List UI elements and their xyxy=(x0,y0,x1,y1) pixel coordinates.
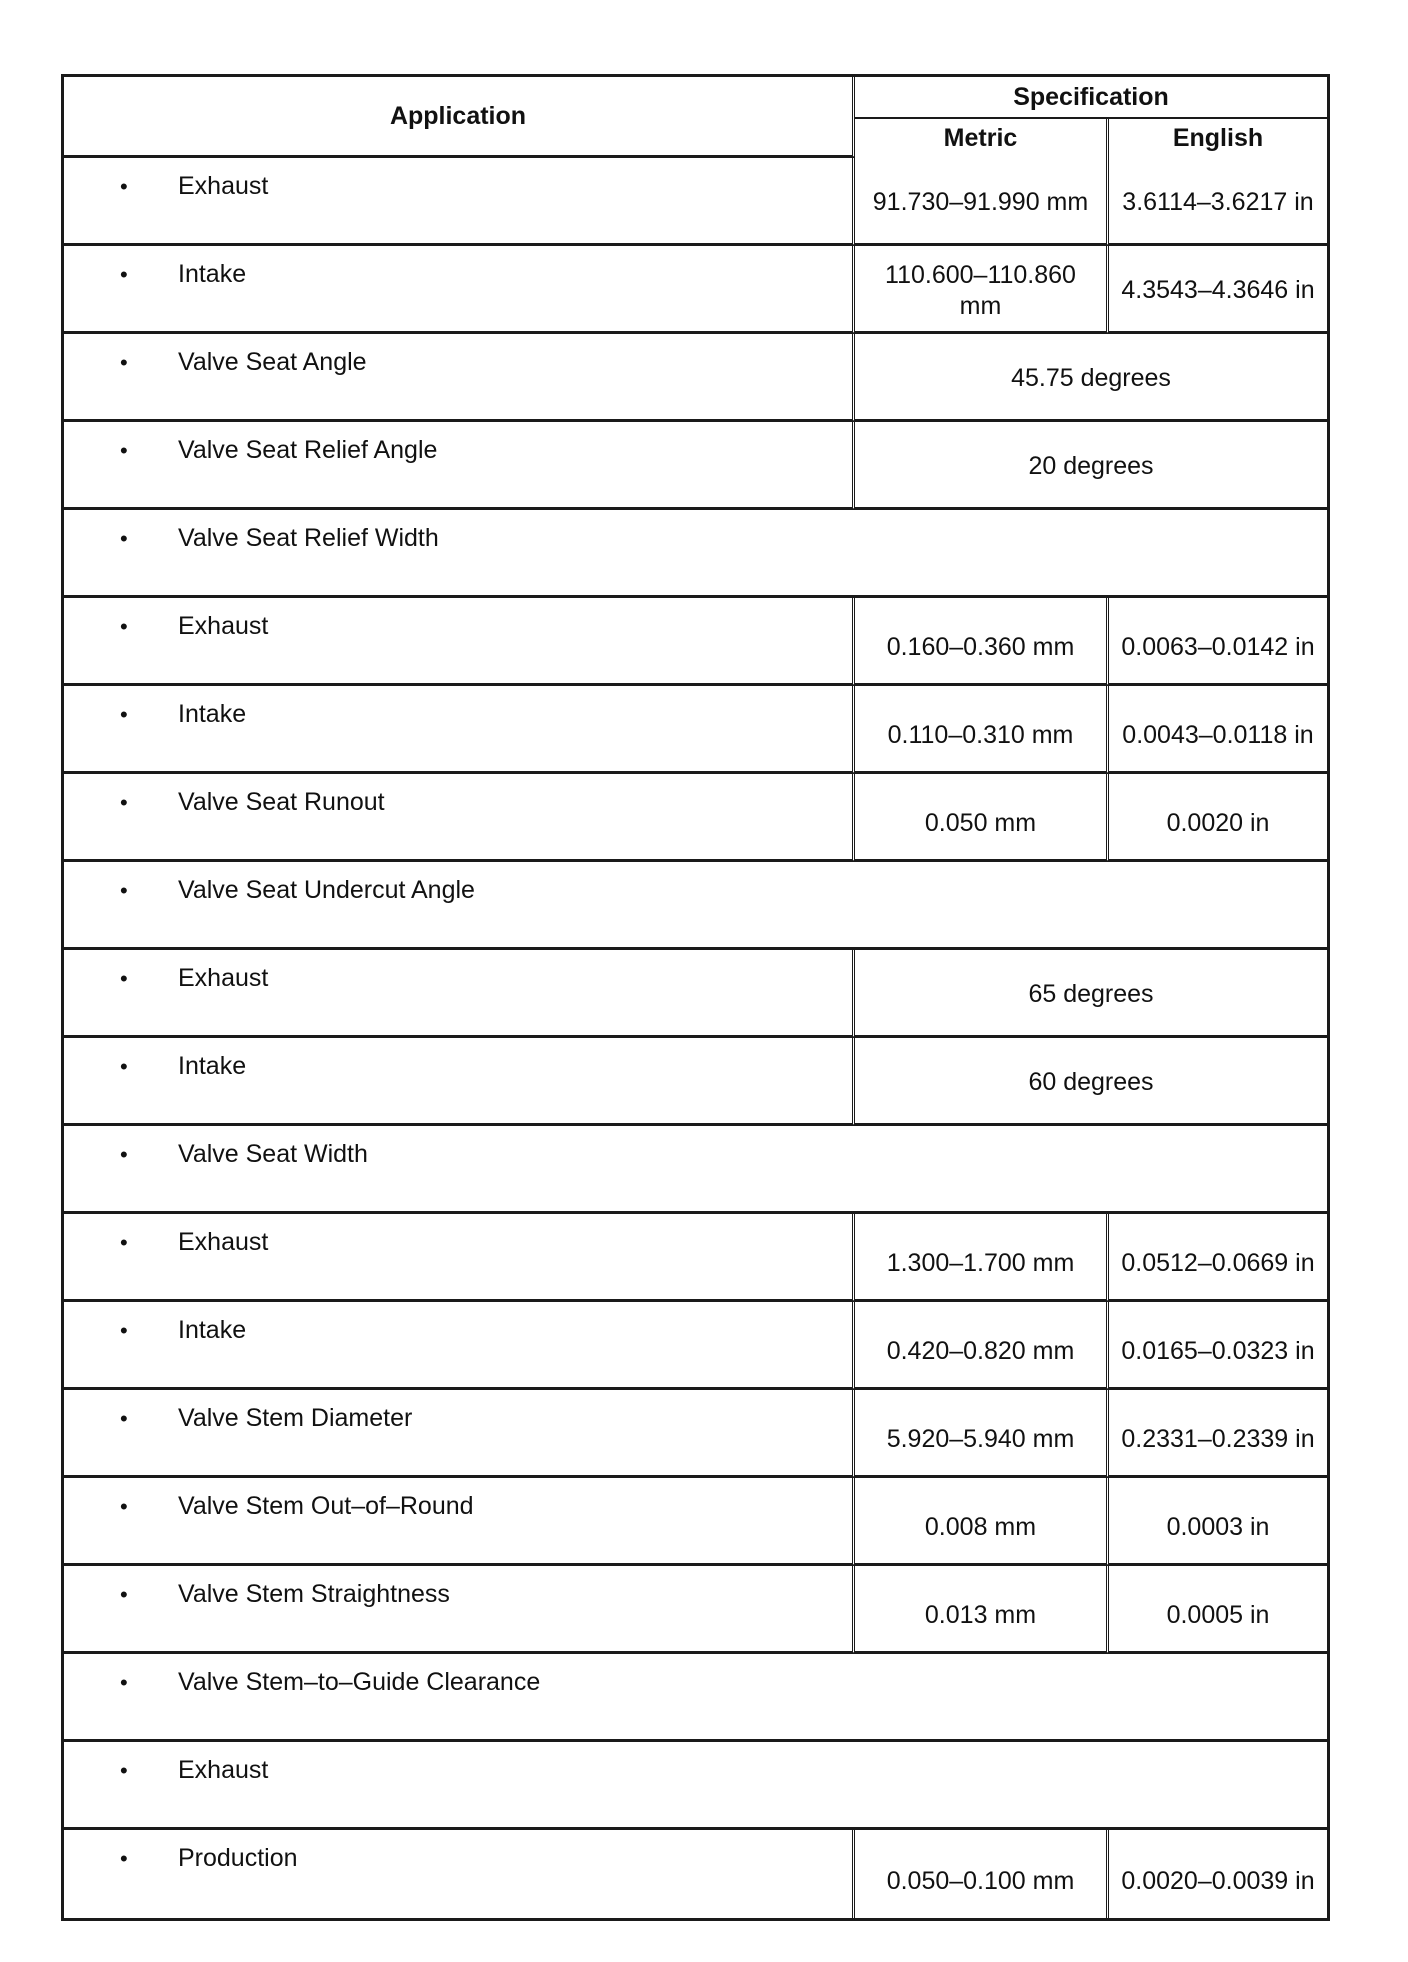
bullet-icon: • xyxy=(120,262,128,287)
application-label: Intake xyxy=(178,700,247,728)
table-row xyxy=(64,246,1327,334)
metric-value: 0.050 mm xyxy=(855,774,1109,862)
metric-value: 0.110–0.310 mm xyxy=(855,686,1109,774)
table-row xyxy=(64,598,1327,686)
metric-value: 110.600–110.860 mm xyxy=(855,246,1109,334)
section-cell xyxy=(64,1126,1327,1214)
bullet-icon: • xyxy=(120,878,128,903)
specification-table xyxy=(61,74,1330,1921)
application-label: Exhaust xyxy=(178,964,269,992)
bullet-icon: • xyxy=(120,1494,128,1519)
metric-value: 0.013 mm xyxy=(855,1566,1109,1654)
metric-value: 5.920–5.940 mm xyxy=(855,1390,1109,1478)
table-row xyxy=(64,686,1327,774)
section-cell xyxy=(64,510,1327,598)
application-label: Valve Stem Diameter xyxy=(178,1404,413,1432)
application-label: Production xyxy=(178,1844,298,1872)
application-label: Intake xyxy=(178,1316,247,1344)
section-cell xyxy=(64,1654,1327,1742)
table-row xyxy=(64,1566,1327,1654)
table-row xyxy=(64,1654,1327,1742)
english-value: 0.2331–0.2339 in xyxy=(1109,1390,1327,1478)
application-cell xyxy=(64,334,855,422)
application-cell xyxy=(64,1566,855,1654)
combined-value: 65 degrees xyxy=(855,950,1327,1038)
metric-value: 0.160–0.360 mm xyxy=(855,598,1109,686)
table-row xyxy=(64,862,1327,950)
bullet-icon: • xyxy=(120,1758,128,1783)
application-cell xyxy=(64,422,855,510)
english-value: 0.0020–0.0039 in xyxy=(1121,1866,1315,1895)
metric-value: 0.420–0.820 mm xyxy=(855,1302,1109,1390)
bullet-icon: • xyxy=(120,966,128,991)
bullet-icon: • xyxy=(120,350,128,375)
bullet-icon: • xyxy=(120,174,128,199)
application-label: Valve Stem Straightness xyxy=(178,1580,450,1608)
application-cell xyxy=(64,1038,855,1126)
application-cell xyxy=(64,1214,855,1302)
bullet-icon: • xyxy=(120,614,128,639)
bullet-icon: • xyxy=(120,790,128,815)
english-value: 0.0020 in xyxy=(1109,774,1327,862)
english-value: 4.3543–4.3646 in xyxy=(1109,246,1327,334)
section-cell xyxy=(64,1742,1327,1830)
section-label: Valve Seat Undercut Angle xyxy=(178,876,475,904)
application-label: Valve Seat Runout xyxy=(178,788,385,816)
application-label: Exhaust xyxy=(178,612,269,640)
metric-value: 0.050–0.100 mm xyxy=(855,1830,1109,1918)
section-label: Valve Seat Width xyxy=(178,1140,368,1168)
metric-value: 1.300–1.700 mm xyxy=(855,1214,1109,1302)
table-row xyxy=(64,774,1327,862)
table-row xyxy=(64,158,1327,246)
english-value: 0.0005 in xyxy=(1109,1566,1327,1654)
table-row xyxy=(64,1742,1327,1830)
table-row xyxy=(64,510,1327,598)
application-cell xyxy=(64,1830,855,1918)
table-row xyxy=(64,1830,1327,1918)
bullet-icon: • xyxy=(120,702,128,727)
application-label: Intake xyxy=(178,260,247,288)
section-label: Exhaust xyxy=(178,1756,269,1784)
bullet-icon: • xyxy=(120,1846,128,1871)
metric-header: Metric xyxy=(855,119,1109,158)
table-row xyxy=(64,1390,1327,1478)
application-header: Application xyxy=(64,77,855,158)
metric-value: 91.730–91.990 mm xyxy=(855,158,1109,246)
section-cell xyxy=(64,862,1327,950)
table-row xyxy=(64,334,1327,422)
table-row xyxy=(64,1126,1327,1214)
bullet-icon: • xyxy=(120,1582,128,1607)
bullet-icon: • xyxy=(120,1670,128,1695)
english-value: 0.0165–0.0323 in xyxy=(1109,1302,1327,1390)
application-label: Exhaust xyxy=(178,172,269,200)
application-label: Valve Seat Angle xyxy=(178,348,367,376)
bullet-icon: • xyxy=(120,1230,128,1255)
table-row xyxy=(64,1302,1327,1390)
application-cell xyxy=(64,1302,855,1390)
english-value: 0.0003 in xyxy=(1109,1478,1327,1566)
metric-value: 0.008 mm xyxy=(855,1478,1109,1566)
application-cell xyxy=(64,246,855,334)
application-cell xyxy=(64,158,855,246)
section-label: Valve Stem–to–Guide Clearance xyxy=(178,1668,541,1696)
section-label: Valve Seat Relief Width xyxy=(178,524,439,552)
english-value: 3.6114–3.6217 in xyxy=(1109,158,1327,246)
bullet-icon: • xyxy=(120,526,128,551)
bullet-icon: • xyxy=(120,1054,128,1079)
english-value: 0.0063–0.0142 in xyxy=(1109,598,1327,686)
application-label: Exhaust xyxy=(178,1228,269,1256)
application-cell xyxy=(64,1478,855,1566)
bullet-icon: • xyxy=(120,1318,128,1343)
table-row xyxy=(64,950,1327,1038)
application-cell xyxy=(64,598,855,686)
bullet-icon: • xyxy=(120,1142,128,1167)
table-row xyxy=(64,422,1327,510)
application-cell xyxy=(64,1390,855,1478)
combined-value: 20 degrees xyxy=(855,422,1327,510)
english-header: English xyxy=(1172,124,1264,152)
application-label: Valve Stem Out–of–Round xyxy=(178,1492,474,1520)
combined-value: 60 degrees xyxy=(855,1038,1327,1126)
table-row xyxy=(64,1214,1327,1302)
bullet-icon: • xyxy=(120,1406,128,1431)
table-row xyxy=(64,1478,1327,1566)
application-label: Valve Seat Relief Angle xyxy=(178,436,438,464)
bullet-icon: • xyxy=(120,438,128,463)
english-value: 0.0043–0.0118 in xyxy=(1109,686,1327,774)
application-cell xyxy=(64,950,855,1038)
english-value: 0.0512–0.0669 in xyxy=(1109,1214,1327,1302)
application-cell xyxy=(64,686,855,774)
application-label: Intake xyxy=(178,1052,247,1080)
combined-value: 45.75 degrees xyxy=(855,334,1327,422)
specification-header: Specification xyxy=(855,77,1327,119)
table-row xyxy=(64,1038,1327,1126)
application-cell xyxy=(64,774,855,862)
